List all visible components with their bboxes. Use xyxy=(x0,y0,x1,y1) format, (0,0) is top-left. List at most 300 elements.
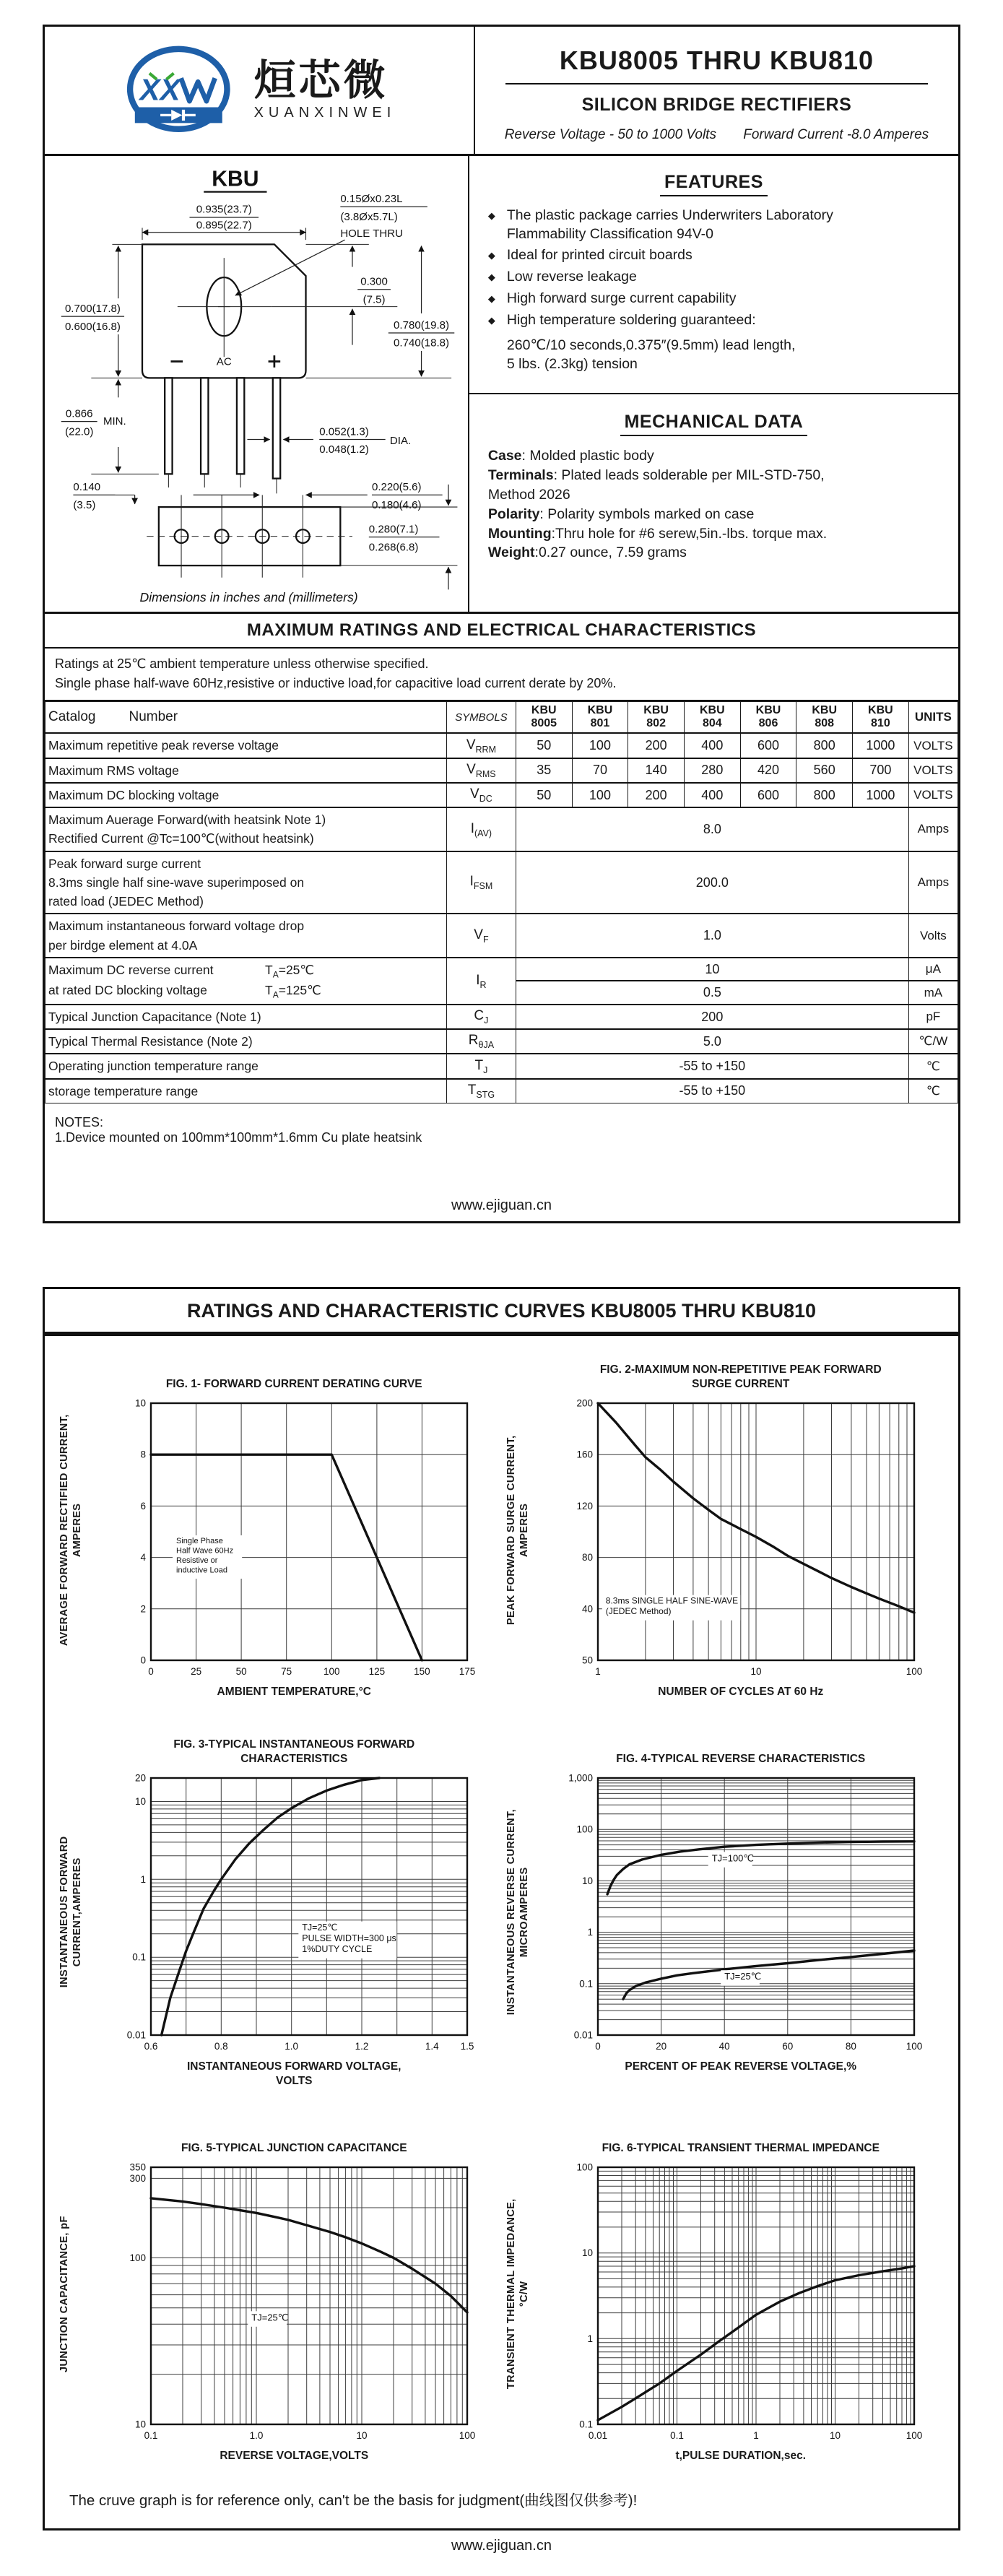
mechanical-line xyxy=(488,543,939,563)
package-drawing-panel xyxy=(45,156,469,612)
table-row xyxy=(45,1029,958,1054)
svg-text:4: 4 xyxy=(140,1552,147,1564)
svg-text:TJ=25℃: TJ=25℃ xyxy=(251,2312,289,2323)
svg-text:150: 150 xyxy=(414,1665,430,1677)
svg-text:0.1: 0.1 xyxy=(578,2419,593,2430)
value-cell: 700 xyxy=(853,758,909,783)
svg-text:100: 100 xyxy=(459,2430,476,2442)
svg-text:Single Phase: Single Phase xyxy=(176,1536,224,1545)
value-cell: 140 xyxy=(628,758,685,783)
feature-item xyxy=(488,337,939,373)
value-cell: 400 xyxy=(684,733,740,758)
mechanical-line xyxy=(488,524,939,544)
condition-symbol: T xyxy=(265,983,273,998)
feature-item xyxy=(488,290,939,308)
parameter-label xyxy=(45,758,447,783)
dim-seat-mm: (3.5) xyxy=(73,499,96,512)
svg-text:6: 6 xyxy=(140,1500,147,1512)
dim-lead-dia-min: 0.048(1.2) xyxy=(319,443,369,456)
svg-text:Half Wave 60Hz: Half Wave 60Hz xyxy=(176,1546,234,1556)
figure-x-axis-label xyxy=(90,2060,499,2089)
title-block xyxy=(475,27,958,154)
svg-text:40: 40 xyxy=(581,1603,593,1615)
svg-text:0.01: 0.01 xyxy=(588,2430,607,2442)
figure-body xyxy=(537,1735,946,2089)
svg-text:TJ=25℃: TJ=25℃ xyxy=(302,1922,338,1933)
condition-value: =25℃ xyxy=(278,962,315,977)
figure-body xyxy=(90,2125,499,2463)
svg-text:50: 50 xyxy=(581,1655,593,1666)
svg-text:300: 300 xyxy=(129,2173,147,2185)
svg-text:0.01: 0.01 xyxy=(126,2029,147,2041)
device-number: 802 xyxy=(646,717,666,730)
parameter-label xyxy=(45,1029,447,1054)
svg-text:0.1: 0.1 xyxy=(578,1978,593,1990)
feature-item xyxy=(488,207,939,243)
table-row xyxy=(45,851,958,914)
figure-title xyxy=(90,1735,499,1769)
curves-page-heading: RATINGS AND CHARACTERISTIC CURVES KBU8005 THRU KBU810 xyxy=(45,1289,958,1336)
figure-title xyxy=(537,2125,946,2159)
svg-text:8: 8 xyxy=(140,1449,147,1460)
value-cell: 200.0 xyxy=(516,851,908,914)
svg-text:10: 10 xyxy=(829,2430,841,2442)
svg-text:10: 10 xyxy=(581,1875,593,1886)
figure-plot-fig6 xyxy=(556,2159,926,2447)
svg-text:0: 0 xyxy=(140,1655,147,1666)
dim-hole-offset-inch: 0.300 xyxy=(360,275,388,288)
svg-text:20: 20 xyxy=(135,1772,147,1784)
svg-text:PULSE WIDTH=300 μs: PULSE WIDTH=300 μs xyxy=(302,1933,397,1944)
figure-x-axis-label xyxy=(90,1685,499,1699)
svg-text:60: 60 xyxy=(782,2041,794,2052)
parameter-line: Operating junction temperature range xyxy=(48,1059,259,1074)
ac-mark: AC xyxy=(216,355,232,368)
device-number: 8005 xyxy=(531,717,557,730)
parameter-line: rated load (JEDEC Method) xyxy=(48,894,204,909)
condition-value: =125℃ xyxy=(278,983,321,998)
svg-text:1.0: 1.0 xyxy=(249,2430,264,2442)
device-number: 808 xyxy=(815,717,835,730)
bullet-icon: ◆ xyxy=(487,210,495,221)
dim-pitch-max: 0.220(5.6) xyxy=(371,481,422,494)
dim-hole-mm: (3.8Øx5.7L) xyxy=(340,211,398,224)
parameter-line: Typical Junction Capacitance (Note 1) xyxy=(48,1009,261,1024)
symbol-cell xyxy=(446,807,516,851)
device-column-header xyxy=(853,701,909,733)
notes-lines xyxy=(55,1130,948,1145)
datasheet-page-1 xyxy=(43,25,960,1223)
device-column-header xyxy=(740,701,796,733)
svg-text:8.3ms SINGLE HALF SINE-WAVE: 8.3ms SINGLE HALF SINE-WAVE xyxy=(605,1595,738,1606)
package-outline-drawing xyxy=(46,160,466,610)
parameter-line xyxy=(48,960,443,981)
value-cell: 420 xyxy=(740,758,796,783)
figure-plot-fig3 xyxy=(109,1769,479,2058)
device-column-header xyxy=(684,701,740,733)
svg-text:100: 100 xyxy=(576,1823,593,1835)
device-series: KBU xyxy=(531,703,557,716)
feature-line: High forward surge current capability xyxy=(506,290,737,306)
device-series: KBU xyxy=(868,703,893,716)
svg-text:1: 1 xyxy=(752,2430,759,2442)
feature-text xyxy=(507,268,637,287)
svg-text:inductive Load: inductive Load xyxy=(176,1566,228,1575)
svg-text:10: 10 xyxy=(135,2419,147,2430)
svg-text:1: 1 xyxy=(594,1665,601,1677)
mechanical-text: Method 2026 xyxy=(487,486,570,503)
svg-text:1.5: 1.5 xyxy=(460,2041,474,2052)
figure-title-line: FIG. 1- FORWARD CURRENT DERATING CURVE xyxy=(165,1377,422,1390)
bullet-icon: ◆ xyxy=(487,250,495,261)
figure-plot-fig2 xyxy=(556,1395,926,1683)
svg-text:1.4: 1.4 xyxy=(425,2041,439,2052)
figure-x-axis-label xyxy=(537,2449,946,2463)
ratings-conditions xyxy=(45,649,958,701)
dim-seat: 0.140 xyxy=(73,481,101,494)
figure-5 xyxy=(58,2125,499,2463)
unit-cell: VOLTS xyxy=(908,733,958,758)
symbol-subscript: (AV) xyxy=(474,828,492,838)
figure-title-line: FIG. 2-MAXIMUM NON-REPETITIVE PEAK FORWARD xyxy=(599,1363,882,1376)
symbol-main: T xyxy=(467,1082,477,1098)
table-row xyxy=(45,1079,958,1103)
table-row xyxy=(45,733,958,758)
svg-text:200: 200 xyxy=(576,1397,593,1409)
dim-hole-thru: HOLE THRU xyxy=(340,227,404,240)
svg-text:20: 20 xyxy=(655,2041,667,2052)
mechanical-line xyxy=(488,446,939,466)
company-name-en: XUANXINWEI xyxy=(253,104,396,121)
y-axis-label-line: AVERAGE FORWARD RECTIFIED CURRENT, xyxy=(58,1414,70,1646)
parameter-line: Typical Thermal Resistance (Note 2) xyxy=(48,1034,253,1049)
figure-title-line: FIG. 3-TYPICAL INSTANTANEOUS FORWARD xyxy=(173,1738,415,1751)
device-column-header xyxy=(628,701,685,733)
mechanical-text: : Plated leads solderable per MIL-STD-750, xyxy=(553,467,825,483)
figure-plot-wrap xyxy=(90,1769,499,2058)
value-cell: 400 xyxy=(684,783,740,807)
bullet-icon: ◆ xyxy=(487,272,495,283)
dim-lead-length: 0.866 xyxy=(65,407,93,420)
figure-title xyxy=(537,1735,946,1769)
reverse-voltage-range: Reverse Voltage - 50 to 1000 Volts xyxy=(504,127,716,142)
plus-mark-icon xyxy=(269,355,281,368)
figure-y-axis-label xyxy=(58,1361,90,1699)
figure-body xyxy=(90,1735,499,2089)
feature-line: The plastic package carries Underwriters Laboratory xyxy=(506,207,833,223)
feature-text xyxy=(507,290,737,308)
condition-group xyxy=(265,981,321,1002)
mechanical-line xyxy=(488,505,939,524)
logo-monogram: XX xyxy=(139,72,181,107)
symbol-cell xyxy=(446,914,516,958)
feature-item xyxy=(488,246,939,265)
mechanical-term: Case xyxy=(487,447,522,464)
drawing-caption: Dimensions in inches and (millimeters) xyxy=(139,589,358,604)
svg-text:0.1: 0.1 xyxy=(144,2430,158,2442)
svg-text:0.8: 0.8 xyxy=(214,2041,228,2052)
value-cell: 560 xyxy=(796,758,853,783)
feature-line: High temperature soldering guaranteed: xyxy=(506,311,756,328)
symbol-cell xyxy=(446,1054,516,1078)
device-series: KBU xyxy=(643,703,669,716)
note-line: 1.Device mounted on 100mm*100mm*1.6mm Cu plate heatsink xyxy=(55,1129,422,1145)
ratings-condition-1: Ratings at 25℃ ambient temperature unless otherwise specified. xyxy=(55,656,429,672)
device-series: KBU xyxy=(755,703,781,716)
svg-text:1: 1 xyxy=(140,1873,147,1885)
figure-x-axis-label xyxy=(537,2060,946,2074)
dim-lead-min-label: MIN. xyxy=(103,415,126,428)
header xyxy=(45,27,958,156)
svg-text:0.1: 0.1 xyxy=(132,1951,147,1963)
parameter-label xyxy=(45,914,447,958)
device-number: 810 xyxy=(871,717,890,730)
ratings-tagline xyxy=(482,127,951,143)
parameter-line: Peak forward surge current xyxy=(48,856,201,871)
symbol-main: C xyxy=(474,1008,485,1024)
svg-text:80: 80 xyxy=(845,2041,856,2052)
mechanical-line xyxy=(488,466,939,485)
svg-text:175: 175 xyxy=(459,1665,476,1677)
parameter-line: 8.3ms single half sine-wave superimposed on xyxy=(48,875,305,890)
mechanical-data-section xyxy=(469,394,958,577)
dim-width-max: 0.935(23.7) xyxy=(196,203,252,216)
x-axis-label-line: PERCENT OF PEAK REVERSE VOLTAGE,% xyxy=(625,2060,857,2073)
device-number: 806 xyxy=(758,717,778,730)
device-column-header xyxy=(572,701,628,733)
value-cell: -55 to +150 xyxy=(516,1054,908,1078)
notes-section xyxy=(45,1103,958,1187)
symbol-main: T xyxy=(474,1057,484,1073)
figure-6 xyxy=(505,2125,946,2463)
figure-plot-wrap xyxy=(90,2159,499,2447)
figure-y-axis-label xyxy=(505,1361,537,1699)
value-cell: 100 xyxy=(572,733,628,758)
y-axis-label-line: TRANSIENT THERMAL IMPEDANCE, xyxy=(505,2198,517,2390)
mechanical-term: Polarity xyxy=(487,506,540,522)
mechanical-text: : Molded plastic body xyxy=(521,447,654,464)
parameter-label xyxy=(45,1005,447,1029)
figure-plot-fig5 xyxy=(109,2159,479,2447)
feature-line: Ideal for printed circuit boards xyxy=(506,247,692,264)
dim-body-min: 0.600(16.8) xyxy=(64,320,121,333)
parameter-label xyxy=(45,958,447,1005)
figure-plot-fig1 xyxy=(109,1395,479,1683)
dim-height-min: 0.740(18.8) xyxy=(394,337,450,350)
value-cell: 800 xyxy=(796,733,853,758)
figure-body xyxy=(537,2125,946,2463)
y-axis-label-line: °C/W xyxy=(518,2281,530,2307)
symbol-subscript: F xyxy=(482,934,489,945)
figure-x-axis-label xyxy=(90,2449,499,2463)
svg-text:100: 100 xyxy=(576,2161,593,2173)
figure-title-line: FIG. 6-TYPICAL TRANSIENT THERMAL IMPEDANCE xyxy=(602,2141,880,2154)
svg-text:100: 100 xyxy=(906,2430,923,2442)
figure-4 xyxy=(505,1735,946,2089)
svg-text:0.01: 0.01 xyxy=(573,2029,593,2041)
features-list xyxy=(488,207,939,374)
parameter-label xyxy=(45,1079,447,1103)
figure-title xyxy=(537,1361,946,1395)
svg-text:100: 100 xyxy=(129,2252,147,2264)
value-cell: 70 xyxy=(572,758,628,783)
table-header-row xyxy=(45,701,958,733)
parameter-line: Maximum RMS voltage xyxy=(48,763,179,778)
symbol-subscript: J xyxy=(483,1064,488,1075)
figure-body xyxy=(537,1361,946,1699)
feature-text xyxy=(507,246,692,265)
svg-text:25: 25 xyxy=(191,1665,202,1677)
value-cell: 600 xyxy=(740,733,796,758)
datasheet-page-2 xyxy=(43,1287,960,2531)
figure-title-line: CHARACTERISTICS xyxy=(240,1752,348,1765)
symbol-cell xyxy=(446,1029,516,1054)
feature-item xyxy=(488,311,939,330)
figure-1 xyxy=(58,1361,499,1699)
figure-2 xyxy=(505,1361,946,1699)
features-section xyxy=(469,156,958,394)
symbol-subscript: RRM xyxy=(475,744,496,755)
svg-text:10: 10 xyxy=(750,1665,762,1677)
forward-current-rating: Forward Current -8.0 Amperes xyxy=(743,127,929,142)
figure-plot-wrap xyxy=(537,1769,946,2058)
unit-cell: ℃/W xyxy=(908,1029,958,1054)
svg-text:100: 100 xyxy=(906,2041,923,2052)
catalog-number-header: Catalog Number xyxy=(45,701,447,733)
figure-title-line: FIG. 4-TYPICAL REVERSE CHARACTERISTICS xyxy=(616,1752,866,1765)
figure-title-line: SURGE CURRENT xyxy=(692,1377,790,1390)
svg-text:1%DUTY CYCLE: 1%DUTY CYCLE xyxy=(302,1944,373,1955)
parameter-label xyxy=(45,807,447,851)
y-axis-label-line: JUNCTION CAPACITANCE, pF xyxy=(58,2216,70,2373)
svg-text:10: 10 xyxy=(135,1397,147,1409)
symbol-cell xyxy=(446,1005,516,1029)
feature-line: 260℃/10 seconds,0.375″(9.5mm) lead length, xyxy=(506,337,796,354)
svg-text:0: 0 xyxy=(148,1665,155,1677)
symbols-header: SYMBOLS xyxy=(446,701,516,733)
unit-cell: ℃ xyxy=(908,1079,958,1103)
symbol-main: R xyxy=(468,1033,479,1049)
parameter-label xyxy=(45,851,447,914)
value-cell: 50 xyxy=(516,733,572,758)
svg-text:0: 0 xyxy=(594,2041,601,2052)
svg-text:80: 80 xyxy=(581,1552,593,1564)
value-cell: 35 xyxy=(516,758,572,783)
symbol-main: I xyxy=(469,874,474,890)
value-cell: 1000 xyxy=(853,783,909,807)
figure-body xyxy=(90,1361,499,1699)
condition-subscript: A xyxy=(272,969,279,980)
symbol-subscript: RMS xyxy=(475,768,496,779)
parameter-line: storage temperature range xyxy=(48,1083,199,1098)
figure-y-axis-label xyxy=(58,2125,90,2463)
ratings-table xyxy=(45,701,958,1103)
parameter-line: Maximum Auerage Forward(with heatsink Note 1) xyxy=(48,812,326,828)
condition-group xyxy=(265,960,314,981)
unit-cell: Amps xyxy=(908,851,958,914)
mechanical-line xyxy=(488,485,939,505)
part-number-title: KBU8005 THRU KBU810 xyxy=(559,45,874,75)
figure-plot-wrap xyxy=(90,1395,499,1683)
x-axis-label-line: REVERSE VOLTAGE,VOLTS xyxy=(220,2450,369,2463)
figure-plot-wrap xyxy=(537,1395,946,1683)
svg-text:50: 50 xyxy=(235,1665,247,1677)
device-column-header xyxy=(516,701,572,733)
figure-title xyxy=(90,1361,499,1395)
svg-text:TJ=100℃: TJ=100℃ xyxy=(711,1852,754,1864)
svg-text:160: 160 xyxy=(576,1449,593,1460)
table-row xyxy=(45,958,958,981)
device-number: 804 xyxy=(702,717,722,730)
dim-pitch-min: 0.180(4.6) xyxy=(371,499,422,512)
table-row xyxy=(45,1005,958,1029)
value-cell: 280 xyxy=(684,758,740,783)
dim-thickness-max: 0.280(7.1) xyxy=(368,523,419,536)
device-series: KBU xyxy=(812,703,838,716)
parameter-text: Maximum DC reverse current xyxy=(48,962,214,977)
mechanical-list xyxy=(488,446,939,563)
svg-text:75: 75 xyxy=(281,1665,292,1677)
device-column-header xyxy=(796,701,853,733)
page1-footer-url: www.ejiguan.cn xyxy=(451,1197,552,1213)
feature-text xyxy=(507,311,756,330)
x-axis-label-line: t,PULSE DURATION,sec. xyxy=(675,2450,807,2463)
figure-y-axis-label xyxy=(505,2125,537,2463)
figure-y-axis-label xyxy=(58,1735,90,2089)
table-row xyxy=(45,1054,958,1078)
symbol-subscript: θJA xyxy=(478,1040,495,1051)
svg-text:1.2: 1.2 xyxy=(355,2041,369,2052)
parameter-label xyxy=(45,1054,447,1078)
title-rule xyxy=(505,83,927,84)
mechanical-text: :Thru hole for #6 serew,5in.-lbs. torque max. xyxy=(551,525,828,542)
y-axis-label-line: AMPERES xyxy=(518,1503,530,1557)
svg-text:Resistive or: Resistive or xyxy=(176,1556,218,1565)
company-name-zh: 烜芯微 xyxy=(253,57,388,105)
unit-cell: ℃ xyxy=(908,1054,958,1078)
units-header: UNITS xyxy=(908,701,958,733)
svg-text:1.0: 1.0 xyxy=(285,2041,299,2052)
value-cell: 5.0 xyxy=(516,1029,908,1054)
ratings-condition-2: Single phase half-wave 60Hz,resistive or inductive load,for capacitive load current derate by 20%. xyxy=(55,675,617,690)
table-row xyxy=(45,807,958,851)
svg-text:0.6: 0.6 xyxy=(144,2041,158,2052)
feature-text xyxy=(507,207,833,243)
dim-thickness-min: 0.268(6.8) xyxy=(368,541,419,554)
svg-text:10: 10 xyxy=(135,1796,147,1808)
symbol-main: V xyxy=(466,761,476,777)
y-axis-label-line: PEAK FORWARD SURGE CURRENT, xyxy=(505,1435,517,1625)
symbol-cell xyxy=(446,758,516,783)
mechanical-text: :0.27 ounce, 7.59 grams xyxy=(534,545,687,561)
value-cell: 10 xyxy=(516,958,908,981)
parameter-line: per birdge element at 4.0A xyxy=(48,937,198,953)
device-number: 801 xyxy=(590,717,610,730)
dim-lead-length-mm: (22.0) xyxy=(65,425,94,438)
parameter-line: Maximum repetitive peak reverse voltage xyxy=(48,738,279,753)
symbol-cell xyxy=(446,851,516,914)
symbol-cell xyxy=(446,783,516,807)
reference-disclaimer: The cruve graph is for reference only, can't be the basis for judgment(曲线图仅供参考)! xyxy=(69,2492,638,2510)
symbol-main: V xyxy=(466,737,476,753)
figures-grid xyxy=(45,1336,958,2464)
notes-heading: NOTES: xyxy=(55,1114,104,1129)
figure-x-axis-label xyxy=(537,1685,946,1699)
value-cell: 8.0 xyxy=(516,807,908,851)
dim-height-max: 0.780(19.8) xyxy=(394,318,450,331)
unit-cell: Amps xyxy=(908,807,958,851)
mechanical-term: Weight xyxy=(487,545,535,561)
